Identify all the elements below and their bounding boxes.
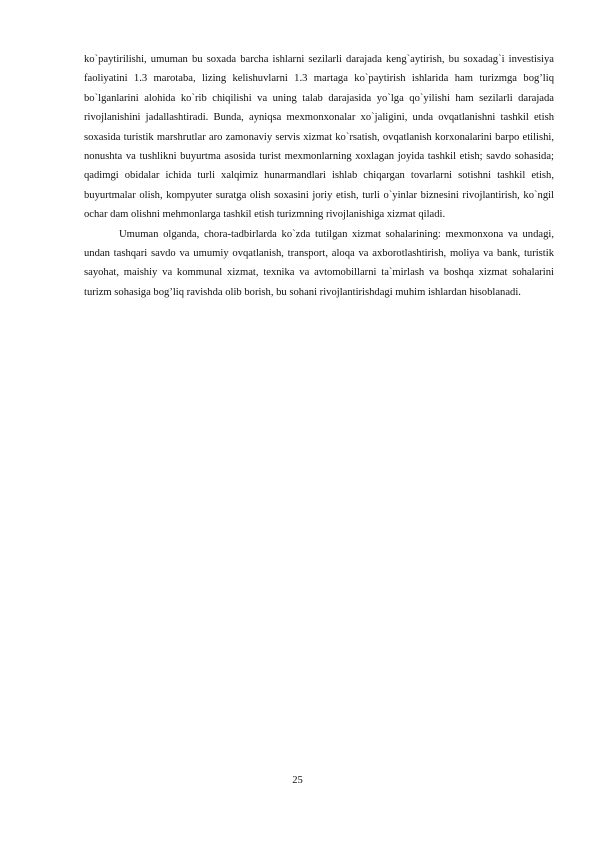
paragraph-1: ko`paytirilishi, umuman bu soxada barcha ishlarni sezilarli darajada keng`aytirish, bu soxadag`i investisiya faoliyatini 1.3 marotaba, lizing kelishuvlarni 1.3 martaga ko`paytirish ishlarida ham turizmga bog’liq bo`lganlarini alohida ko`rib chiqilishi va uning talab darajasida yo`lga qo`yilishi ham sezilarli darajada rivojlanishini jadallashtiradi. Bunda, ayniqsa mexmonxonalar xo`jaligini, unda ovqatlanishni tashkil etish soxasida turistik marshrutlar aro zamonaviy servis xizmat ko`rsatish, ovqatlanish korxonalarini barpo etilishi, nonushta va tushlikni buyurtma asosida turist mexmonlarning xoxlagan joyida tashkil etish; savdo sohasida; qadimgi obidalar ichida turli xalqimiz hunarmandlari ishlab chiqargan tovarlarni sotishni tashkil etish, buyurtmalar olish, kompyuter suratga olish soxasini joriy etish, turli o`yinlar biznesini rivojlantirish, ko`ngil ochar dam olishni mehmonlarga tashkil etish turizmning rivojlanishiga xizmat qiladi.	[84, 54, 554, 221]
body-text	[84, 50, 554, 302]
page-number: 25	[292, 775, 303, 786]
paragraph-2: Umuman olganda, chora-tadbirlarda ko`zda tutilgan xizmat sohalarining: mexmonxona va undagi, undan tashqari savdo va umumiy ovqatlanish, transport, aloqa va axborotlashtirish, moliya va bank, turistik sayohat, maishiy va kommunal xizmat, texnika va avtomobillarni ta`mirlash va boshqa xizmat sohalarini turizm sohasiga bog’liq ravishda olib borish, bu sohani rivojlantirishdagi muhim ishlardan hisoblanadi.	[84, 228, 554, 298]
